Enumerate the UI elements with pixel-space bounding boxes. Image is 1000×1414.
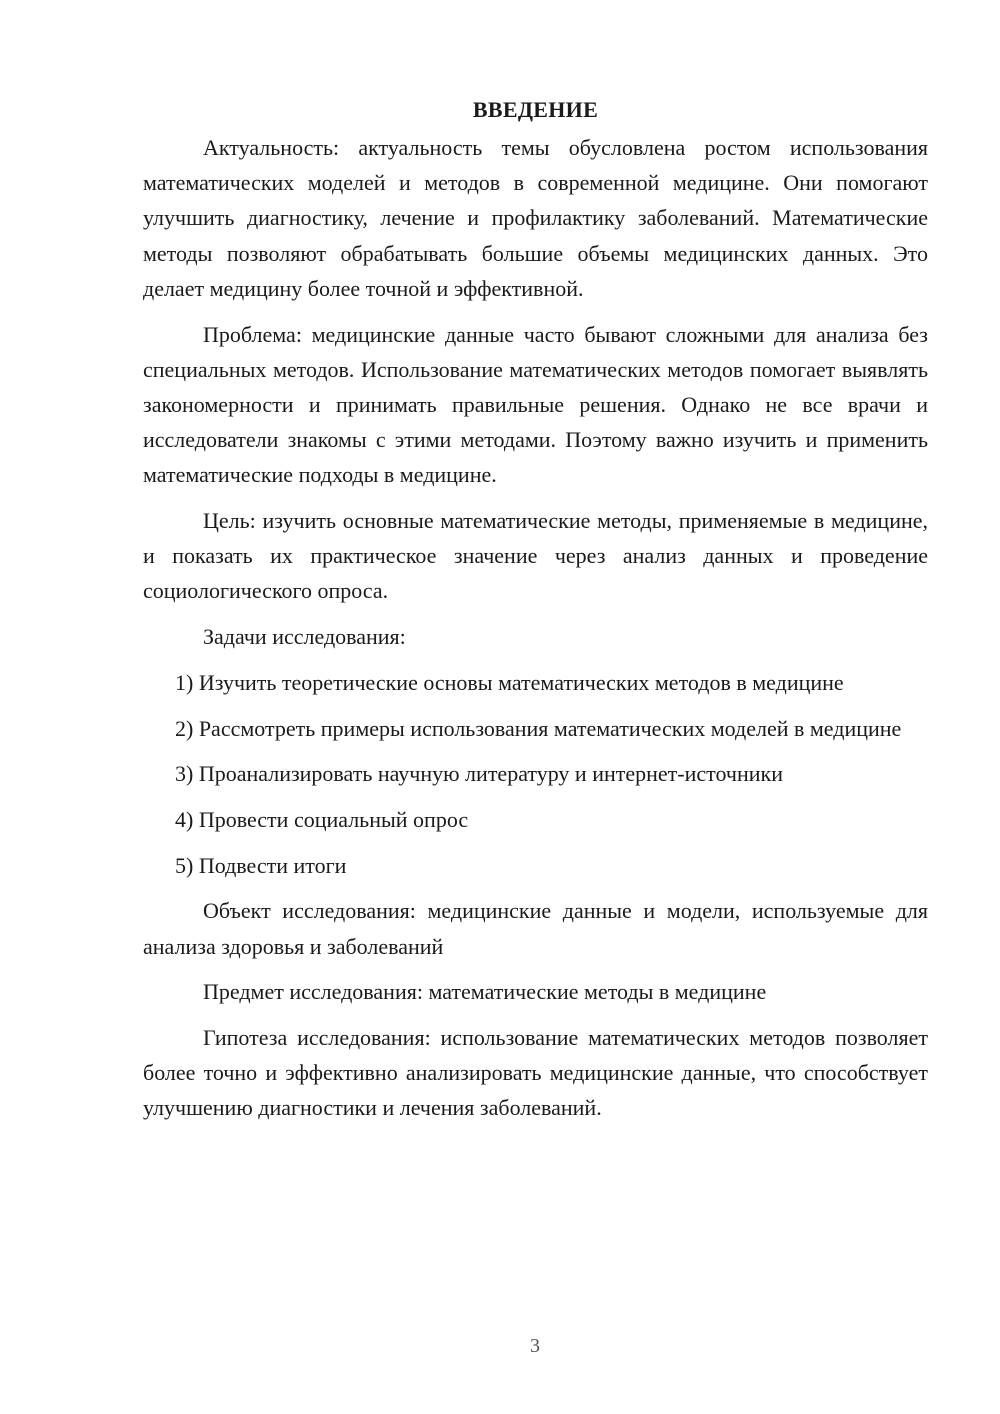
hypothesis-paragraph: Гипотеза исследования: использование математических методов позволяет более точно и эффективно анализировать медицинские данные, что способствует улучшению диагностики и лечения заболеваний.: [143, 1024, 928, 1121]
page-number: 3: [530, 1335, 540, 1357]
task-item-4: 4) Провести социальный опрос: [175, 806, 469, 832]
task-item-1: 1) Изучить теоретические основы математических методов в медицине: [175, 669, 844, 695]
subject-paragraph: Предмет исследования: математические методы в медицине: [203, 979, 767, 1005]
page-title: ВВЕДЕНИЕ: [472, 97, 599, 122]
task-item-2: 2) Рассмотреть примеры использования математических моделей в медицине: [175, 715, 902, 741]
tasks-heading: Задачи исследования:: [203, 624, 406, 650]
document-page: [143, 92, 928, 1136]
object-paragraph: Объект исследования: медицинские данные и модели, используемые для анализа здоровья и заболеваний: [143, 898, 928, 959]
task-item-5: 5) Подвести итоги: [175, 852, 347, 878]
relevance-paragraph: Актуальность: актуальность темы обусловлена ростом использования математических моделей и методов в современной медицине. Они помогают улучшить диагностику, лечение и профилактику заболеваний. Математические методы позволяют обрабатывать большие объемы медицинских данных. Это делает медицину более точной и эффективной.: [143, 135, 928, 301]
problem-paragraph: Проблема: медицинские данные часто бывают сложными для анализа без специальных методов. Использование математических методов помогает выявлять закономерности и принимать правильные решения. Однако не все врачи и исследователи знакомы с этими методами. Поэтому важно изучить и применить математические подходы в медицине.: [143, 321, 928, 488]
goal-paragraph: Цель: изучить основные математические методы, применяемые в медицине, и показать их практическое значение через анализ данных и проведение социологического опроса.: [143, 508, 928, 604]
task-item-3: 3) Проанализировать научную литературу и интернет-источники: [175, 761, 783, 787]
